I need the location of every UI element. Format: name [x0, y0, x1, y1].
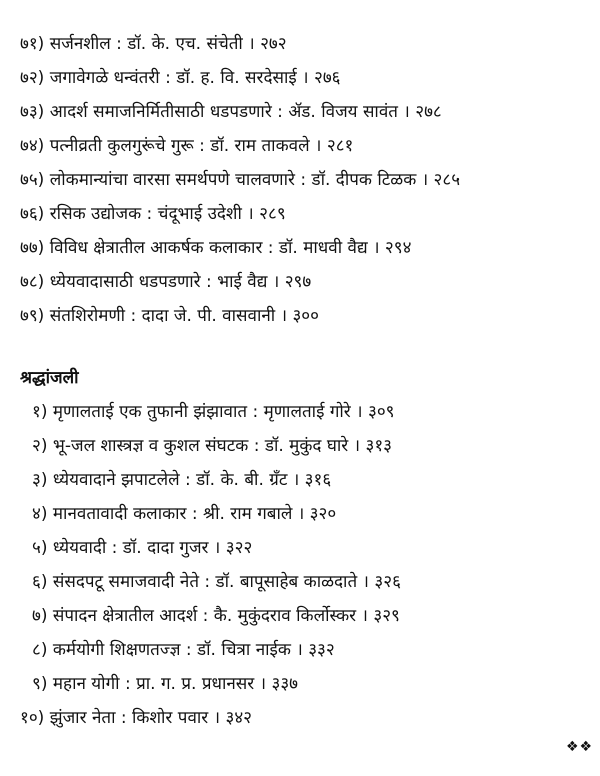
contents-entry-3: ३) ध्येयवादाने झपाटलेले : डॉ. के. बी. ग्रँट । ३१६	[32, 470, 332, 490]
end-ornament-icon: ❖❖	[566, 739, 594, 755]
contents-entry-1: १) मृणालताई एक तुफानी झंझावात : मृणालताई गोरे । ३०९	[32, 402, 395, 422]
contents-entry-7: ७) संपादन क्षेत्रातील आदर्श : कै. मुकुंदराव किर्लोस्कर । ३२९	[32, 606, 400, 626]
contents-entry-75: ७५) लोकमान्यांचा वारसा समर्थपणे चालवणारे : डॉ. दीपक टिळक । २८५	[20, 170, 461, 190]
contents-entry-78: ७८) ध्येयवादासाठी धडपडणारे : भाई वैद्य । २९७	[20, 272, 312, 292]
contents-entry-9: ९) महान योगी : प्रा. ग. प्र. प्रधानसर । ३३७	[32, 674, 299, 694]
contents-entry-8: ८) कर्मयोगी शिक्षणतज्ज्ञ : डॉ. चित्रा नाईक । ३३२	[32, 640, 335, 660]
contents-entry-4: ४) मानवतावादी कलाकार : श्री. राम गबाले । ३२०	[32, 504, 337, 524]
contents-entry-2: २) भू-जल शास्त्रज्ञ व कुशल संघटक : डॉ. मुकुंद घारे । ३१३	[32, 436, 392, 456]
section-heading-shraddhanjali: श्रद्धांजली	[20, 368, 79, 388]
contents-entry-77: ७७) विविध क्षेत्रातील आकर्षक कलाकार : डॉ. माधवी वैद्य । २९४	[20, 238, 412, 258]
contents-entry-76: ७६) रसिक उद्योजक : चंदूभाई उदेशी । २८९	[20, 204, 286, 224]
contents-entry-73: ७३) आदर्श समाजनिर्मितीसाठी धडपडणारे : ॲड. विजय सावंत । २७८	[20, 102, 442, 122]
contents-entry-5: ५) ध्येयवादी : डॉ. दादा गुजर । ३२२	[32, 538, 253, 558]
contents-entry-79: ७९) संतशिरोमणी : दादा जे. पी. वासवानी । ३००	[20, 306, 319, 326]
contents-entry-10: १०) झुंजार नेता : किशोर पवार । ३४२	[20, 708, 253, 728]
contents-entry-72: ७२) जगावेगळे धन्वंतरी : डॉ. ह. वि. सरदेसाई । २७६	[20, 68, 341, 88]
contents-entry-71: ७१) सर्जनशील : डॉ. के. एच. संचेती । २७२	[20, 34, 287, 54]
contents-entry-6: ६) संसदपटू समाजवादी नेते : डॉ. बापूसाहेब काळदाते । ३२६	[32, 572, 401, 592]
contents-entry-74: ७४) पत्नीव्रती कुलगुरूंचे गुरू : डॉ. राम ताकवले । २८१	[20, 136, 354, 156]
